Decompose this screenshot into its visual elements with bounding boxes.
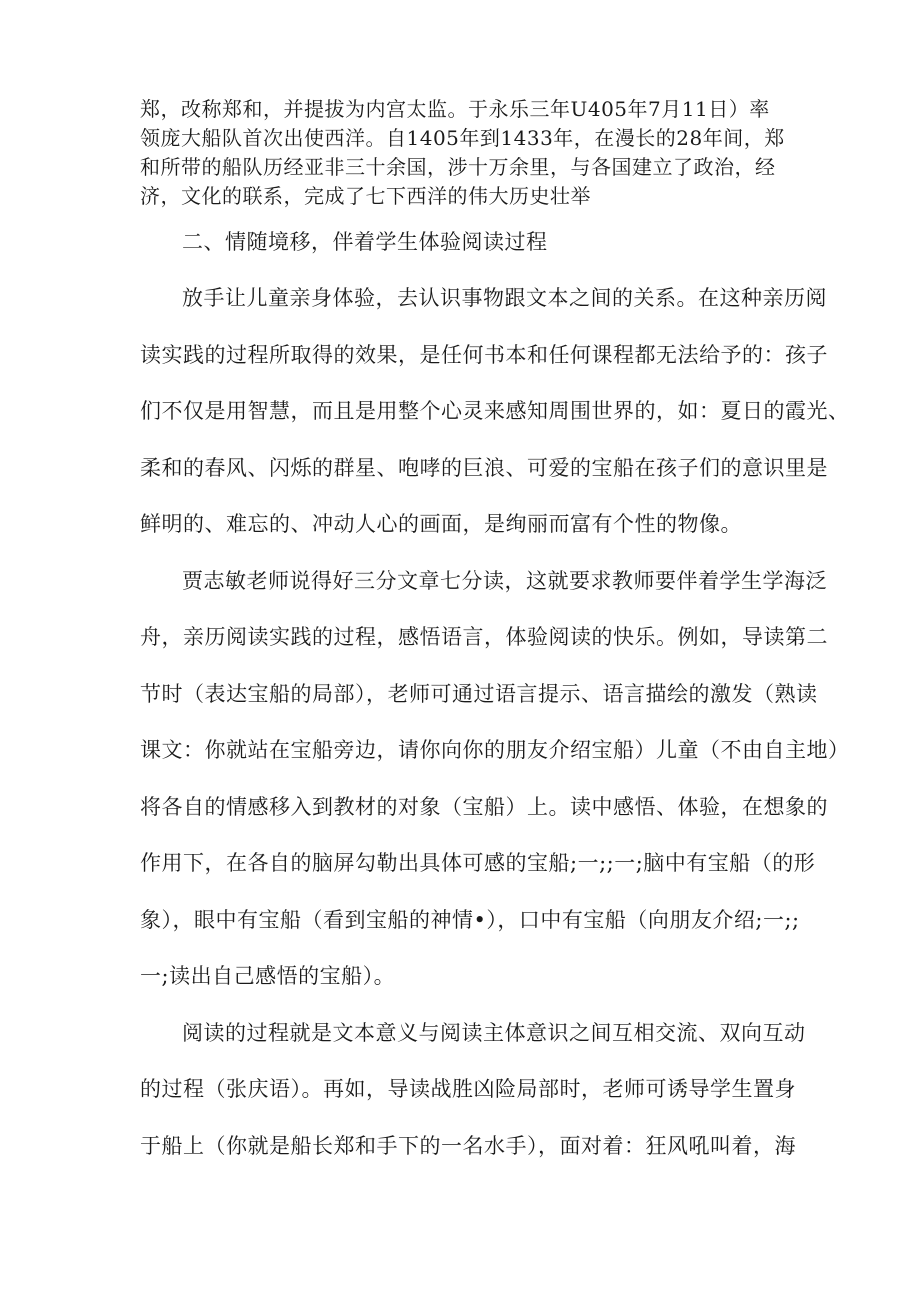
intro-line: 济，文化的联系，完成了七下西洋的伟大历史壮举 xyxy=(140,184,591,208)
intro-line: 和所带的船队历经亚非三十余国，涉十万余里，与各国建立了政治，经 xyxy=(140,155,776,179)
paragraph-line: 于船上（你就是船长郑和手下的一名水手），面对着：狂风吼叫着，海 xyxy=(140,1134,796,1158)
paragraph-line: 将各自的情感移入到教材的对象（宝船）上。读中感悟、体验，在想象的 xyxy=(140,795,828,819)
section-heading: 二、情随境移，伴着学生体验阅读过程 xyxy=(182,230,548,254)
intro-line: 领庞大船队首次出使西洋。自1405年到1433年，在漫长的28年间，郑 xyxy=(140,126,785,150)
paragraph-line: 读实践的过程所取得的效果，是任何书本和任何课程都无法给予的：孩子 xyxy=(140,343,828,367)
paragraph-line: 节时（表达宝船的局部），老师可通过语言提示、语言描绘的激发（熟读 xyxy=(140,682,818,706)
paragraph-line: 放手让儿童亲身体验，去认识事物跟文本之间的关系。在这种亲历阅 xyxy=(182,286,827,310)
paragraph-line: 的过程（张庆语）。再如，导读战胜凶险局部时，老师可诱导学生置身 xyxy=(140,1077,796,1101)
paragraph-line: 贾志敏老师说得好三分文章七分读，这就要求教师要伴着学生学海泛 xyxy=(182,569,827,593)
paragraph-line: 舟，亲历阅读实践的过程，感悟语言，体验阅读的快乐。例如，导读第二 xyxy=(140,625,828,649)
paragraph-line: 一;读出自己感悟的宝船）。 xyxy=(140,964,396,988)
intro-line: 郑，改称郑和，并提拔为内宫太监。于永乐三年U405年7月11日）率 xyxy=(140,97,770,121)
paragraph-line: 象），眼中有宝船（看到宝船的神情•），口中有宝船（向朋友介绍;一;; xyxy=(140,908,800,932)
paragraph-line: 柔和的春风、闪烁的群星、咆哮的巨浪、可爱的宝船在孩子们的意识里是 xyxy=(140,456,828,480)
paragraph-line: 阅读的过程就是文本意义与阅读主体意识之间互相交流、双向互动 xyxy=(182,1021,806,1045)
paragraph-line: 们不仅是用智慧，而且是用整个心灵来感知周围世界的，如：夏日的霞光、 xyxy=(140,399,850,423)
paragraph-line: 作用下，在各自的脑屏勾勒出具体可感的宝船;一;;一;脑中有宝船（的形 xyxy=(140,851,816,875)
paragraph-line: 鲜明的、难忘的、冲动人心的画面，是绚丽而富有个性的物像。 xyxy=(140,512,742,536)
paragraph-line: 课文：你就站在宝船旁边，请你向你的朋友介绍宝船）儿童（不由自主地） xyxy=(140,738,850,762)
